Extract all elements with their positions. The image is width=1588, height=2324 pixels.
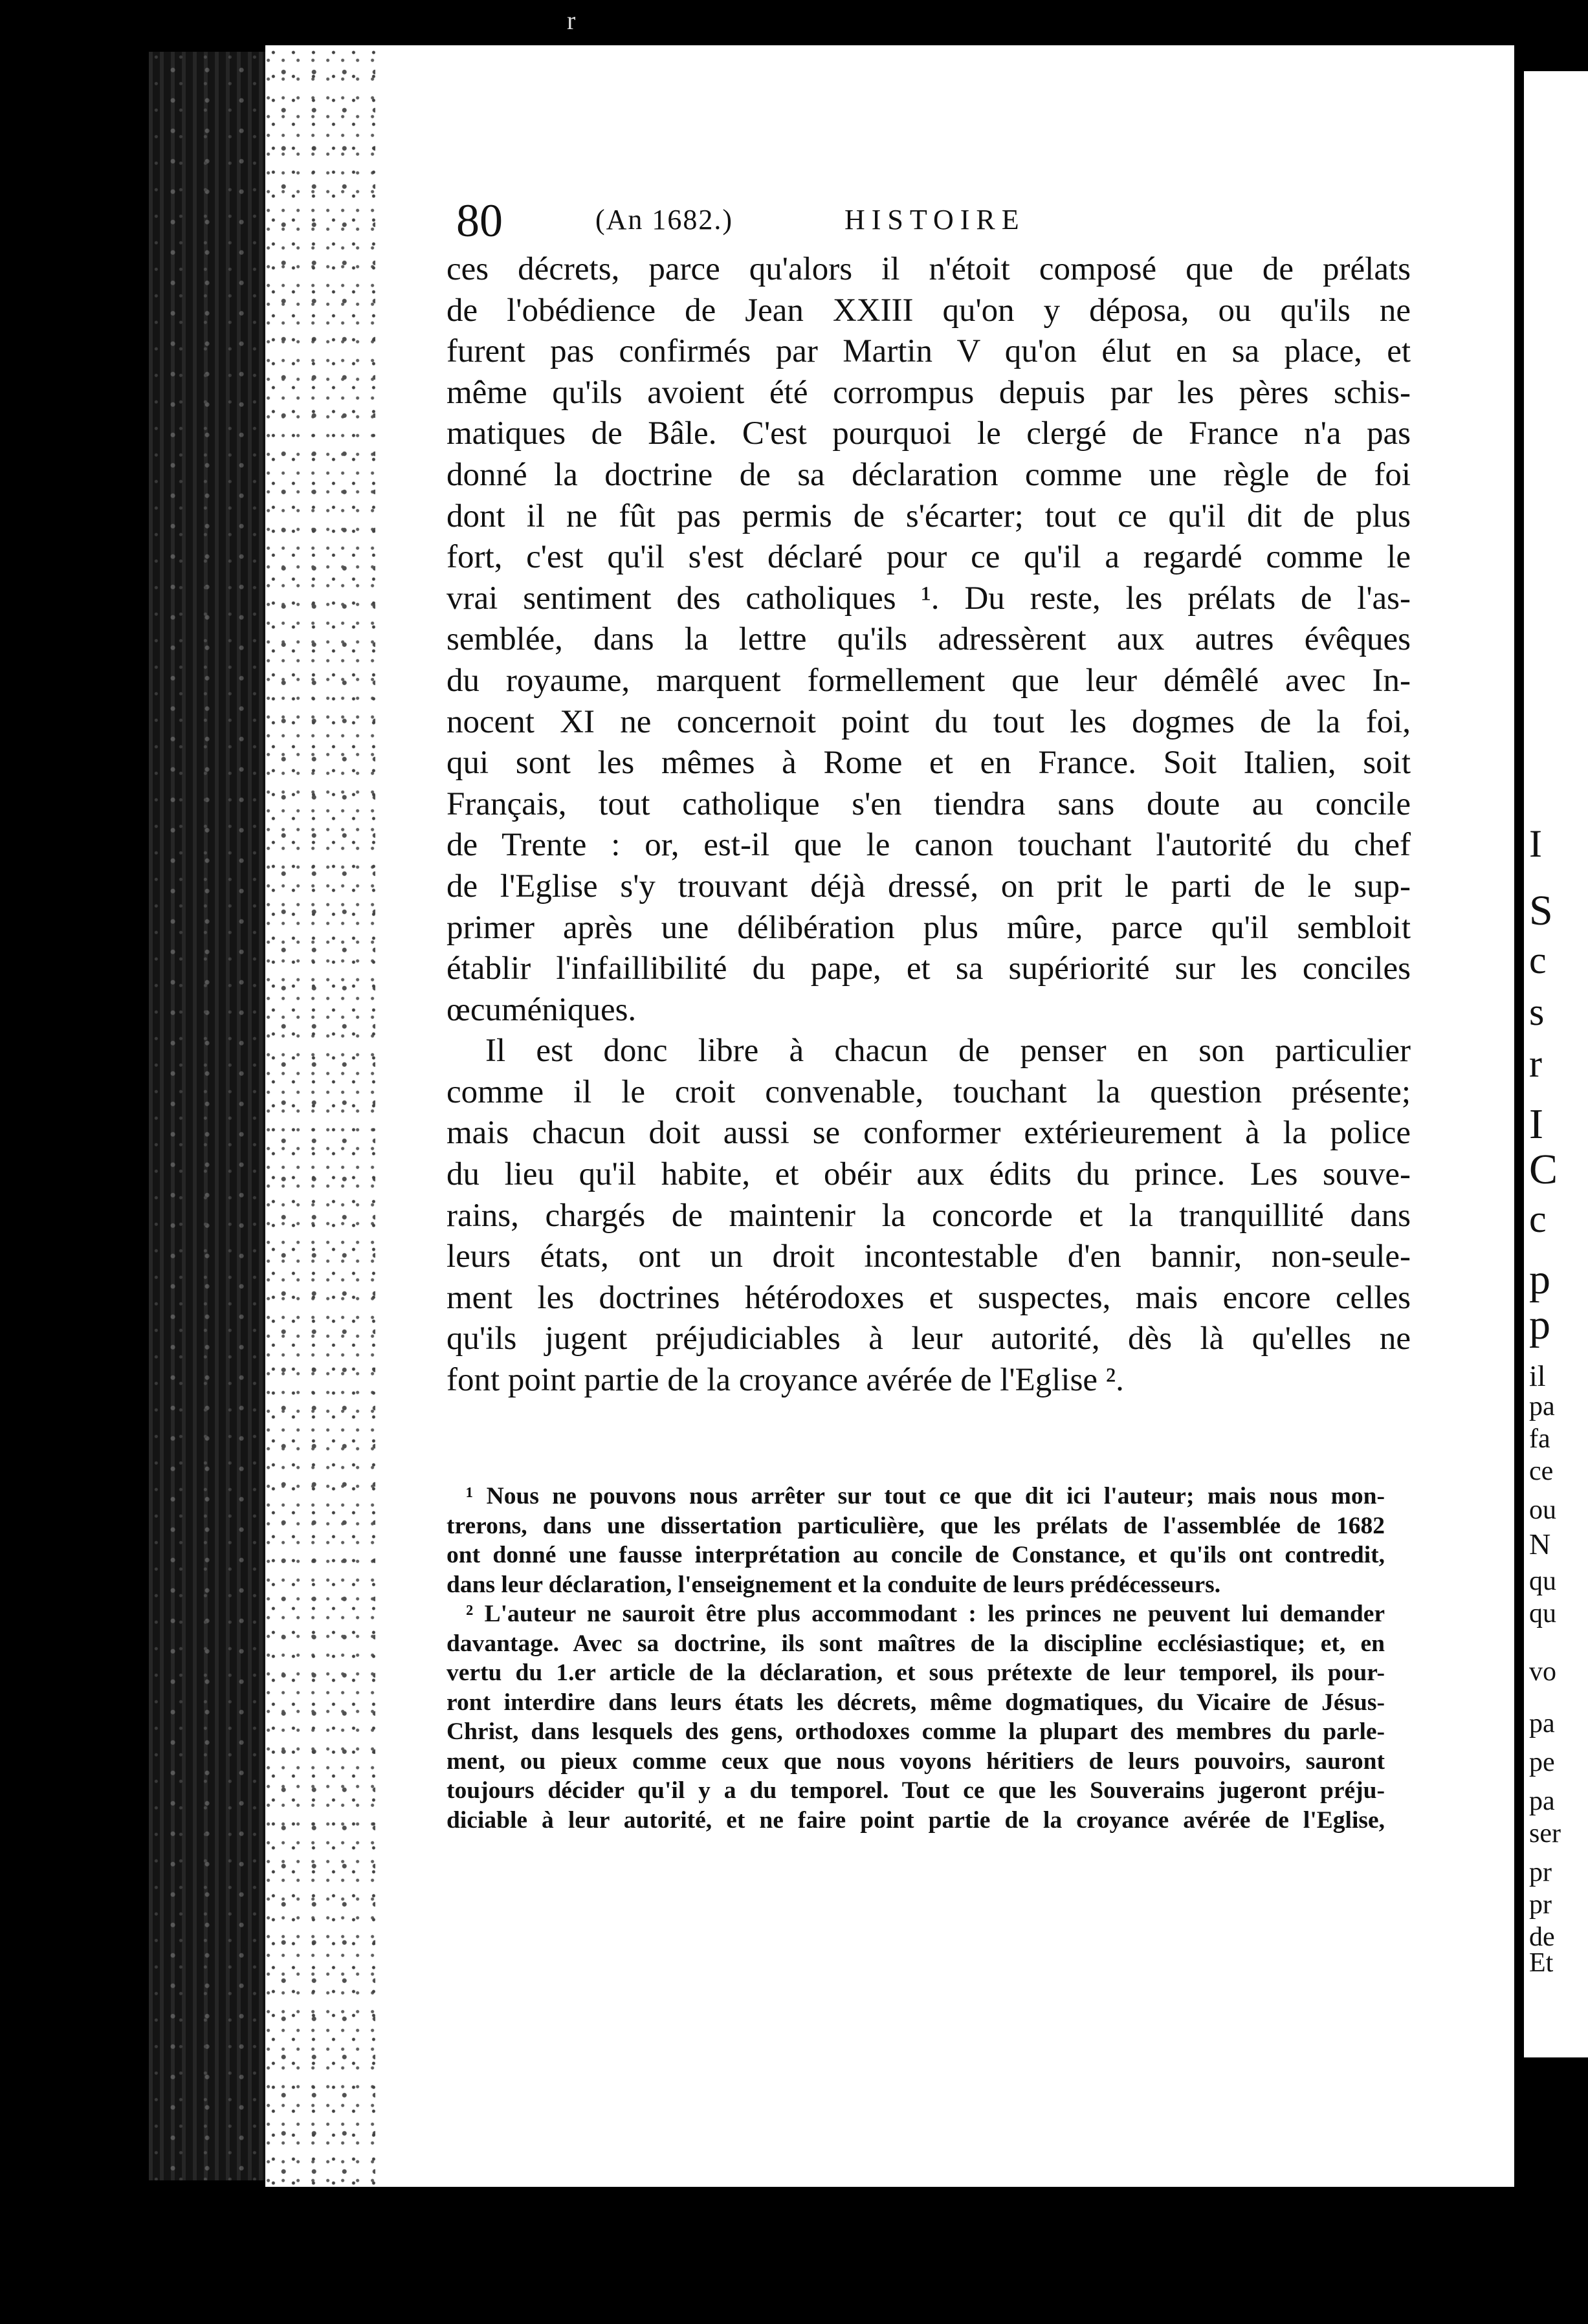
facing-page-fragment: r — [1529, 1042, 1542, 1085]
facing-page-fragment: I — [1529, 1101, 1543, 1148]
facing-page-fragment: S — [1529, 887, 1553, 934]
facing-page-fragment: c — [1529, 939, 1547, 981]
facing-page-fragment: qu — [1529, 1599, 1556, 1628]
facing-page-fragment: vo — [1529, 1657, 1556, 1687]
facing-page-fragment: pa — [1529, 1786, 1555, 1816]
body-line: Il est donc libre à chacun de penser en son particulier — [485, 1033, 1411, 1069]
body-line: matiques de Bâle. C'est pourquoi le clergé de France n'a pas — [447, 415, 1411, 452]
facing-page-fragment: il — [1529, 1359, 1546, 1392]
body-line: semblée, dans la lettre qu'ils adressèrent aux autres évêques — [447, 621, 1411, 658]
body-line: de l'obédience de Jean XXIII qu'on y déposa, ou qu'ils ne — [447, 292, 1411, 329]
body-line: établir l'infaillibilité du pape, et sa supériorité sur les conciles — [447, 950, 1411, 987]
body-line: vrai sentiment des catholiques ¹. Du reste, les prélats de l'as- — [447, 580, 1411, 617]
footnotes — [447, 1482, 1385, 1835]
facing-page-fragment: fa — [1529, 1424, 1550, 1454]
body-line: ment les doctrines hétérodoxes et suspectes, mais encore celles — [447, 1279, 1411, 1316]
body-line: donné la doctrine de sa déclaration comme une règle de foi — [447, 456, 1411, 493]
body-line: Français, tout catholique s'en tiendra sans doute au concile — [447, 785, 1411, 822]
body-line: fort, c'est qu'il s'est déclaré pour ce qu'il a regardé comme le — [447, 539, 1411, 576]
facing-page-fragment: pr — [1529, 1858, 1552, 1887]
facing-page-fragment: N — [1529, 1528, 1551, 1561]
footnote-line: dans leur déclaration, l'enseignement et la conduite de leurs prédécesseurs. — [447, 1571, 1221, 1598]
footnote-line: ment, ou pieux comme ceux que nous voyons héritiers de leurs pouvoirs, sauront — [447, 1748, 1385, 1775]
body-line: de Trente : or, est-il que le canon touchant l'autorité du chef — [447, 827, 1411, 864]
facing-page-fragment: C — [1529, 1146, 1558, 1193]
running-title: HISTOIRE — [844, 204, 1026, 236]
body-line: qui sont les mêmes à Rome et en France. Soit Italien, soit — [447, 745, 1411, 782]
facing-page-fragment: qu — [1529, 1566, 1556, 1596]
body-line: rains, chargés de maintenir la concorde et la tranquillité dans — [447, 1197, 1411, 1234]
footnote-line: ont donné une fausse interprétation au concile de Constance, et qu'ils ont contredit, — [447, 1542, 1385, 1568]
facing-page-fragment: pr — [1529, 1890, 1552, 1920]
body-line: du lieu qu'il habite, et obéir aux édits du prince. Les souve- — [447, 1156, 1411, 1193]
body-line: mais chacun doit aussi se conformer extérieurement à la police — [447, 1115, 1411, 1152]
facing-page-fragment: pa — [1529, 1392, 1555, 1421]
body-line: furent pas confirmés par Martin V qu'on élut en sa place, et — [447, 333, 1411, 370]
footnote-line: Christ, dans lesquels des gens, orthodoxes comme la plupart des membres du parle- — [447, 1718, 1385, 1745]
facing-page-fragment: pa — [1529, 1709, 1555, 1738]
body-line: même qu'ils avoient été corrompus depuis par les pères schis- — [447, 374, 1411, 411]
page-header — [456, 194, 1427, 246]
facing-page-fragment: de — [1529, 1922, 1555, 1952]
page-number: 80 — [456, 195, 503, 247]
body-line: font point partie de la croyance avérée de l'Eglise ². — [447, 1362, 1124, 1399]
footnote-line: davantage. Avec sa doctrine, ils sont maîtres de la discipline ecclésiastique; et, en — [447, 1630, 1385, 1657]
body-line: nocent XI ne concernoit point du tout les dogmes de la foi, — [447, 703, 1411, 740]
body-line: primer après une délibération plus mûre, parce qu'il sembloit — [447, 909, 1411, 946]
footnote-line: trerons, dans une dissertation particulière, que les prélats de l'assemblée de 1682 — [447, 1512, 1385, 1539]
facing-page-fragment: I — [1529, 822, 1542, 865]
facing-page-fragment: pe — [1529, 1748, 1555, 1777]
body-line: qu'ils jugent préjudiciables à leur autorité, dès là qu'elles ne — [447, 1321, 1411, 1357]
page-gutter-speckle — [265, 45, 375, 2187]
footnote-line: ront interdire dans leurs états les décrets, même dogmatiques, du Vicaire de Jésus- — [447, 1689, 1385, 1716]
footnote-line: diciable à leur autorité, et ne faire point partie de la croyance avérée de l'Eglise, — [447, 1806, 1385, 1834]
facing-page-fragment: ce — [1529, 1456, 1554, 1486]
facing-page-fragment: ou — [1529, 1495, 1556, 1525]
facing-page-fragment: p — [1529, 1301, 1550, 1348]
footnote-line: vertu du 1.er article de la déclaration, et sous prétexte de leur temporel, ils pour- — [447, 1660, 1385, 1686]
body-line: ces décrets, parce qu'alors il n'étoit composé que de prélats — [447, 251, 1411, 287]
facing-page-fragment: Et — [1529, 1948, 1554, 1978]
running-year: (An 1682.) — [595, 204, 734, 236]
footnote-line: ¹ Nous ne pouvons nous arrêter sur tout ce que dit ici l'auteur; mais nous mon- — [466, 1483, 1385, 1509]
top-mark: r — [567, 6, 576, 35]
facing-page-fragment: p — [1529, 1256, 1550, 1303]
body-line: du royaume, marquent formellement que leur démêlé avec In- — [447, 662, 1411, 699]
book-binding-shadow — [149, 52, 278, 2180]
body-line: de l'Eglise s'y trouvant déjà dressé, on prit le parti de le sup- — [447, 868, 1411, 904]
footnote-line: ² L'auteur ne sauroit être plus accommodant : les princes ne peuvent lui demander — [466, 1601, 1385, 1627]
body-line: leurs états, ont un droit incontestable d'en bannir, non-seule- — [447, 1238, 1411, 1275]
body-line: œcuméniques. — [447, 991, 637, 1028]
facing-page-fragment: ser — [1529, 1819, 1561, 1848]
facing-page-fragment: s — [1529, 991, 1545, 1033]
body-line: dont il ne fût pas permis de s'écarter; tout ce qu'il dit de plus — [447, 498, 1411, 534]
body-line: comme il le croit convenable, touchant la question présente; — [447, 1073, 1411, 1110]
facing-page-edge — [1524, 71, 1588, 2057]
footnote-line: toujours décider qu'il y a du temporel. Tout ce que les Souverains jugeront préju- — [447, 1777, 1385, 1804]
body-text — [447, 249, 1411, 1401]
facing-page-fragment: c — [1529, 1198, 1547, 1240]
